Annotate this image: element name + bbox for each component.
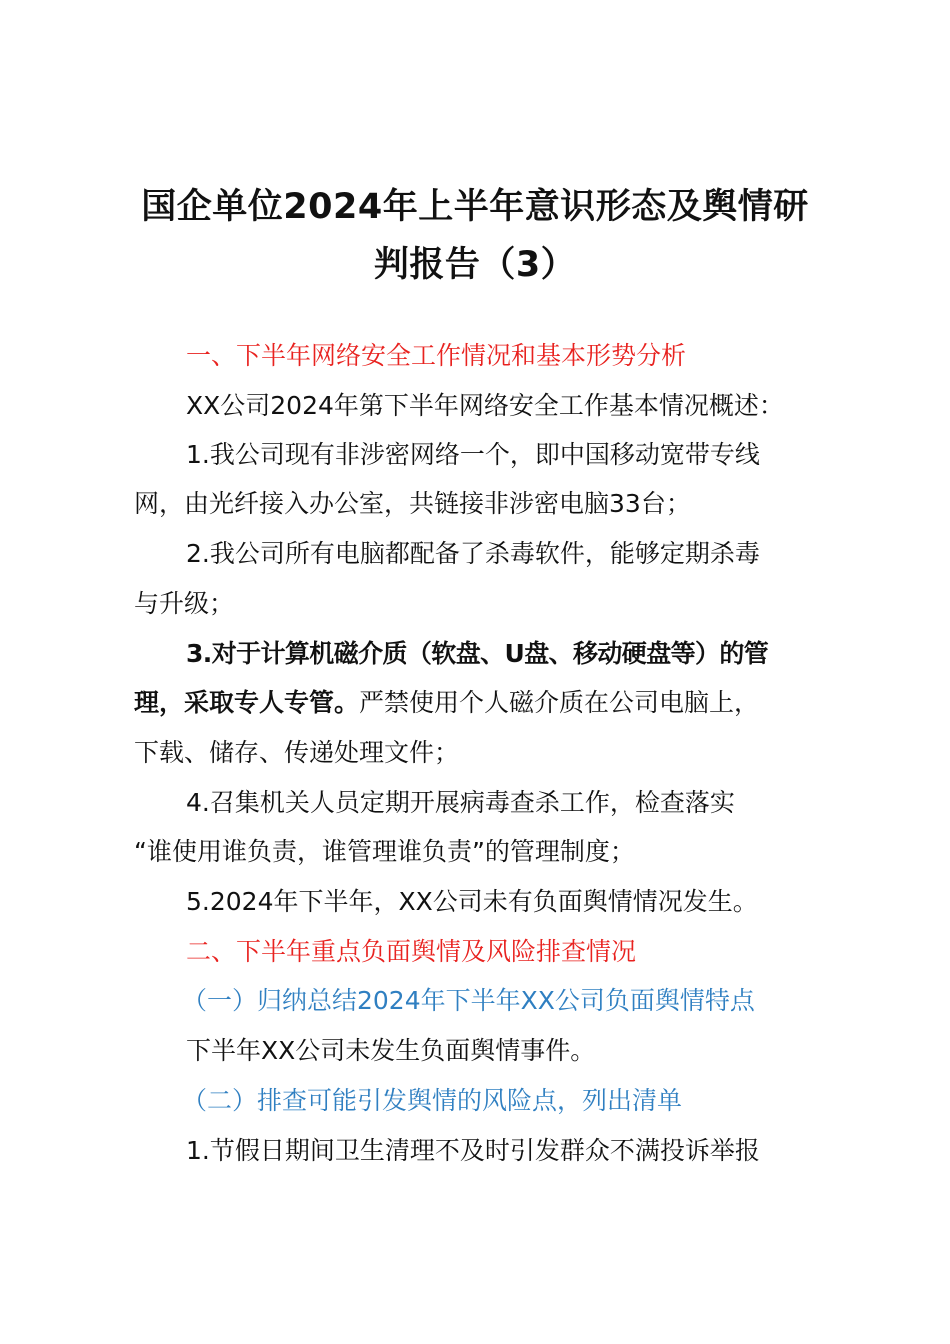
subsection1-heading: （一）归纳总结2024年下半年XX公司负面舆情特点 — [182, 986, 755, 1015]
item4-line2: “谁使用谁负责，谁管理谁负责”的管理制度； — [134, 837, 635, 866]
subsection2-heading: （二）排查可能引发舆情的风险点，列出清单 — [182, 1086, 683, 1115]
document-title-line1: 国企单位2024年上半年意识形态及舆情研 — [141, 187, 809, 227]
subsection1-text: 下半年XX公司未发生负面舆情事件。 — [186, 1036, 596, 1065]
item1-line2: 网，由光纤接入办公室，共链接非涉密电脑33台； — [134, 489, 691, 518]
subsection2-item1: 1.节假日期间卫生清理不及时引发群众不满投诉举报 — [186, 1136, 760, 1165]
item3-line1: 3.对于计算机磁介质（软盘、U盘、移动硬盘等）的管 — [186, 639, 769, 668]
item3-line2-rest: 严禁使用个人磁介质在公司电脑上， — [359, 688, 760, 717]
item3-line3: 下载、储存、传递处理文件； — [134, 738, 460, 767]
item2-line1: 2.我公司所有电脑都配备了杀毒软件，能够定期杀毒 — [186, 539, 760, 568]
section1-heading: 一、下半年网络安全工作情况和基本形势分析 — [186, 341, 687, 370]
item3-line2 — [134, 686, 759, 720]
section2-heading: 二、下半年重点负面舆情及风险排查情况 — [186, 937, 637, 966]
document-title-line2: 判报告（3） — [373, 245, 577, 285]
item2-line2: 与升级； — [134, 589, 235, 618]
item3-line2-bold: 理，采取专人专管。 — [134, 688, 360, 717]
section1-intro: XX公司2024年第下半年网络安全工作基本情况概述： — [186, 391, 784, 420]
item5: 5.2024年下半年，XX公司未有负面舆情情况发生。 — [186, 887, 758, 916]
item4-line1: 4.召集机关人员定期开展病毒查杀工作，检查落实 — [186, 788, 735, 817]
item1-line1: 1.我公司现有非涉密网络一个，即中国移动宽带专线 — [186, 440, 760, 469]
